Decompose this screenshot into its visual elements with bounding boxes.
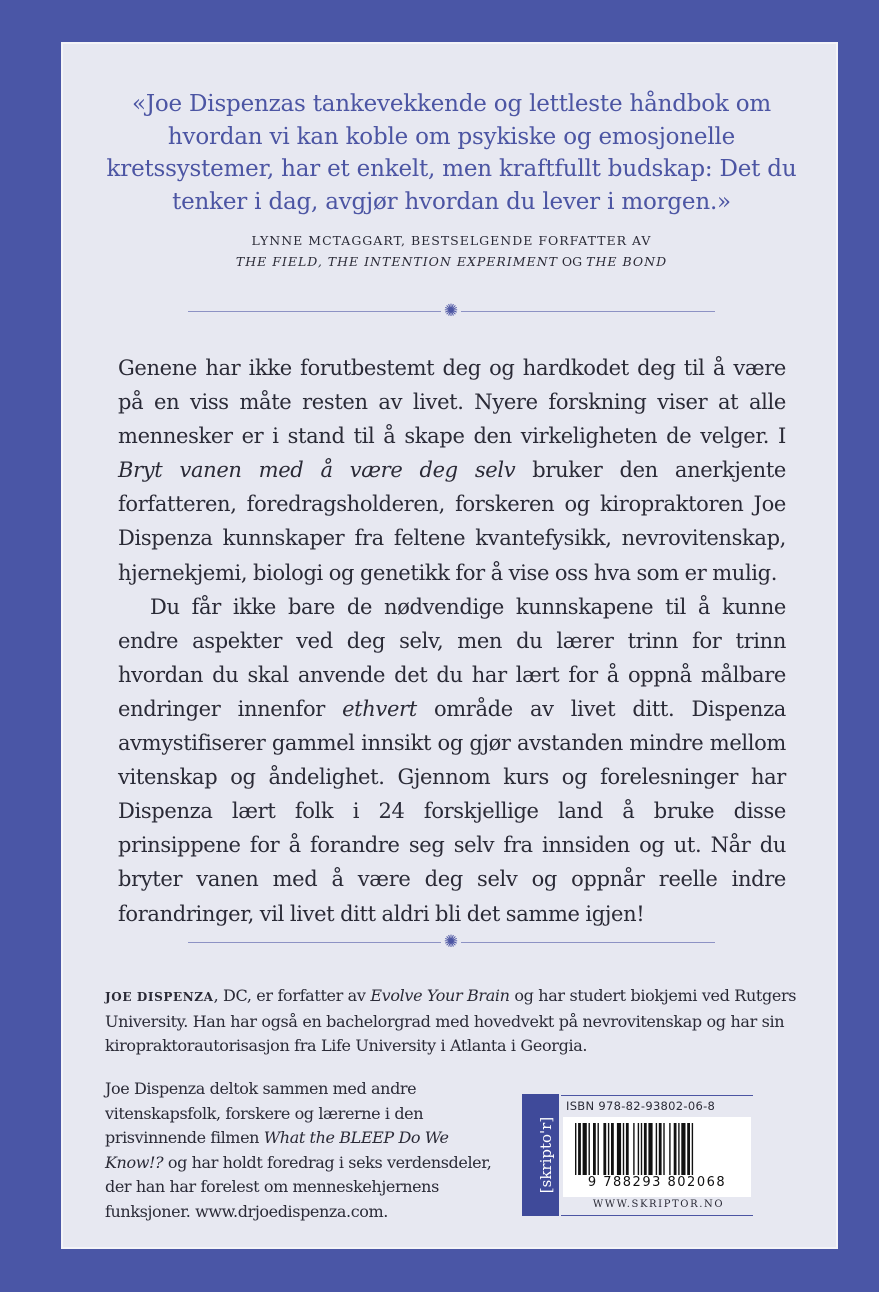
attribution-author: LYNNE MCTAGGART, BESTSELGENDE FORFATTER AV: [251, 233, 652, 248]
barcode-rule-top: [561, 1095, 753, 1096]
attribution-og: OG: [557, 254, 587, 269]
attribution-book-titles: THE FIELD, THE INTENTION EXPERIMENT: [235, 254, 558, 269]
barcode-number: 9 788293 802068: [587, 1175, 727, 1190]
author-name: JOE DISPENZA: [105, 990, 214, 1004]
book-title: Bryt vanen med å være deg selv: [118, 458, 516, 483]
author-book-title: Evolve Your Brain: [370, 986, 510, 1005]
description-paragraph-1: Genene har ikke forutbestemt deg og hardkodet deg til å være på en viss måte resten av livet. Nyere forskning viser at alle mennesker er i stand til å skape den virkeligheten de velger. I Bryt vanen med å være deg selv bruker den anerkjente forfatteren, foredragsholderen, forskeren og kiropraktoren Joe Dispenza kunnskaper fra feltene kvantefysikk, nevrovitenskap, hjernekjemi, biologi og genetikk for å vise oss hva som er mulig.: [118, 356, 786, 585]
endorsement-quote: «Joe Dispenzas tankevekkende og lettleste håndbok om hvordan vi kan koble om psykiske og emosjonelle kretssystemer, har et enkelt, men kraftfullt budskap: Det du tenker i dag, avgjør hvordan du lever i morgen.»: [106, 91, 797, 215]
isbn-barcode: [563, 1117, 751, 1197]
description-text: [118, 351, 786, 931]
publisher-logo-text: [skripto'r]: [537, 1116, 555, 1194]
attribution-titles: [103, 251, 800, 272]
back-cover-panel: [61, 42, 838, 1249]
quote-attribution: [103, 230, 800, 272]
ornament-divider-top: [188, 301, 715, 321]
attribution-book-title-bond: THE BOND: [586, 254, 668, 269]
barcode-bars: [575, 1123, 739, 1175]
ornament-divider-bottom: [188, 932, 715, 952]
isbn-label: ISBN 978-82-93802-06-8: [566, 1099, 716, 1113]
publisher-logo: [522, 1094, 559, 1216]
emphasis-ethvert: ethvert: [342, 696, 417, 721]
publisher-website: WWW.SKRIPTOR.NO: [592, 1199, 725, 1210]
starburst-icon: ✺: [441, 301, 461, 321]
starburst-icon: ✺: [441, 932, 461, 952]
author-bio: JOE DISPENZA, DC, er forfatter av Evolve Your Brain og har studert biokjemi ved Rutgers University. Han har også en bachelorgrad med hovedvekt på nevrovitenskap og har sin kiropraktorautorisasjon fra Life University i Atlanta i Georgia.: [105, 986, 797, 1055]
barcode-rule-bottom: [561, 1215, 753, 1216]
author-film-text: Joe Dispenza deltok sammen med andre vitenskapsfolk, forskere og lærerne i den prisvinnende filmen What the BLEEP Do We Know!? og har holdt foredrag i seks verdensdeler, der han har forelest om menneskehjernens funksjoner. www.drjoedispenza.com.: [105, 1079, 492, 1221]
description-paragraph-2: Du får ikke bare de nødvendige kunnskapene til å kunne endre aspekter ved deg selv, men du lærer trinn for trinn hvordan du skal anvende det du har lært for å oppnå målbare endringer innenfor ethvert område av livet ditt. Dispenza avmystifiserer gammel innsikt og gjør avstanden mindre mellom vitenskap og åndelighet. Gjennom kurs og forelesninger har Dispenza lært folk i 24 forskjellige land å bruke disse prinsippene for å forandre seg selv fra innsiden og ut. Når du bryter vanen med å være deg selv og oppnår reelle indre forandringer, vil livet ditt aldri bli det samme igjen!: [118, 594, 786, 926]
film-title: What the BLEEP Do We Know!?: [105, 1128, 449, 1172]
